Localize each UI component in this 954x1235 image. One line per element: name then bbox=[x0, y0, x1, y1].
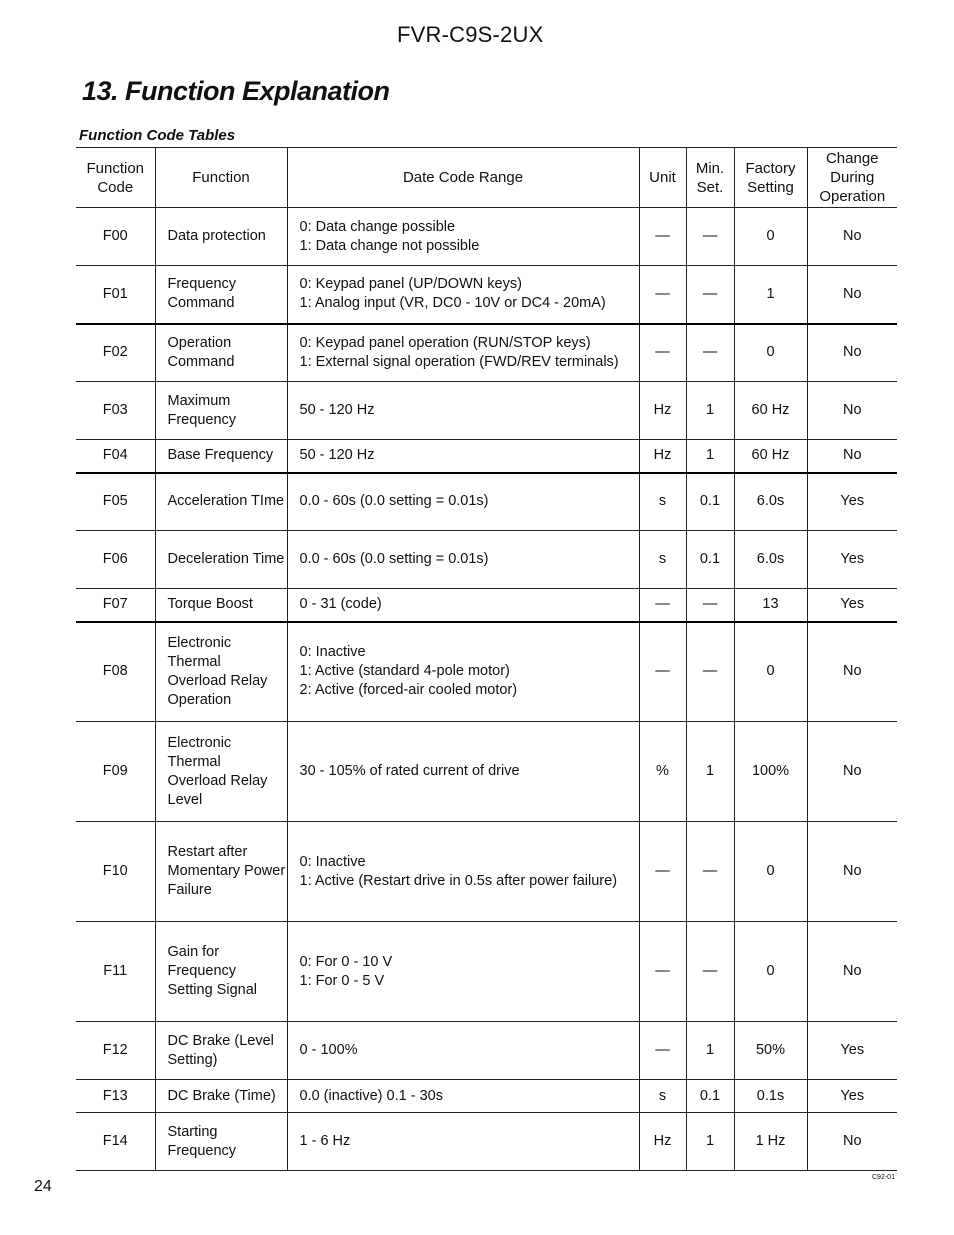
data-code-range-cell bbox=[287, 266, 639, 324]
header-line: Change bbox=[825, 150, 879, 167]
factory-setting-cell: 0 bbox=[734, 822, 807, 922]
function-name-cell-line: Setting Signal bbox=[167, 982, 257, 998]
header-line: Factory bbox=[745, 159, 796, 177]
header-function-code bbox=[76, 148, 155, 208]
header-line: Function bbox=[192, 169, 250, 186]
change-during-operation-cell: No bbox=[807, 1113, 897, 1171]
function-name-cell-line: Data protection bbox=[167, 228, 266, 244]
unit-cell: Hz bbox=[639, 382, 686, 440]
min-set-cell: — bbox=[686, 266, 734, 324]
table-row bbox=[76, 266, 897, 324]
change-during-operation-cell: Yes bbox=[807, 473, 897, 531]
function-name-cell bbox=[155, 1080, 287, 1113]
data-code-range-cell bbox=[287, 440, 639, 473]
page-number: 24 bbox=[34, 1178, 52, 1195]
header-change-during-operation bbox=[807, 148, 897, 208]
data-code-range-cell-line: 1: External signal operation (FWD/REV terminals) bbox=[299, 353, 619, 370]
function-code-cell: F07 bbox=[76, 589, 155, 622]
table-row bbox=[76, 1022, 897, 1080]
function-code-cell: F01 bbox=[76, 266, 155, 324]
function-name-cell-line: Failure bbox=[167, 882, 212, 898]
unit-cell: — bbox=[639, 822, 686, 922]
change-during-operation-cell: Yes bbox=[807, 589, 897, 622]
function-code-cell: F09 bbox=[76, 722, 155, 822]
data-code-range-cell-line: 1: Data change not possible bbox=[299, 237, 480, 254]
table-row bbox=[76, 622, 897, 722]
change-during-operation-cell: Yes bbox=[807, 531, 897, 589]
table-row bbox=[76, 1113, 897, 1171]
function-name-cell bbox=[155, 382, 287, 440]
function-name-cell-line: Level bbox=[167, 791, 203, 808]
data-code-range-cell-line: 1: Active (standard 4-pole motor) bbox=[299, 663, 510, 680]
function-code-table bbox=[76, 147, 897, 1171]
function-code-cell: F06 bbox=[76, 531, 155, 589]
function-name-cell-line: DC Brake (Time) bbox=[167, 1087, 276, 1104]
table-row bbox=[76, 324, 897, 382]
min-set-cell: — bbox=[686, 589, 734, 622]
data-code-range-cell-line: 0: Keypad panel (UP/DOWN keys) bbox=[299, 276, 522, 293]
function-code-cell: F11 bbox=[76, 922, 155, 1022]
factory-setting-cell: 100% bbox=[734, 722, 807, 822]
function-name-cell bbox=[155, 1113, 287, 1171]
min-set-cell: — bbox=[686, 208, 734, 266]
data-code-range-cell bbox=[287, 922, 639, 1022]
data-code-range-cell bbox=[287, 324, 639, 382]
min-set-cell: 0.1 bbox=[686, 473, 734, 531]
unit-cell: s bbox=[639, 531, 686, 589]
data-code-range-cell-line: 0 - 31 (code) bbox=[299, 596, 382, 613]
function-code-cell: F12 bbox=[76, 1022, 155, 1080]
unit-cell: — bbox=[639, 1022, 686, 1080]
change-during-operation-cell: No bbox=[807, 324, 897, 382]
unit-cell: s bbox=[639, 473, 686, 531]
function-code-cell: F05 bbox=[76, 473, 155, 531]
data-code-range-cell-line: 0: Keypad panel operation (RUN/STOP keys) bbox=[299, 334, 591, 351]
function-code-cell: F10 bbox=[76, 822, 155, 922]
header-line: Code bbox=[97, 178, 134, 196]
function-name-cell-line: Maximum bbox=[167, 392, 231, 409]
header-function bbox=[155, 148, 287, 208]
header-date-code-range bbox=[287, 148, 639, 208]
data-code-range-cell bbox=[287, 382, 639, 440]
data-code-range-cell bbox=[287, 622, 639, 722]
data-code-range-cell-line: 0: Inactive bbox=[299, 644, 366, 661]
min-set-cell: 1 bbox=[686, 722, 734, 822]
function-code-cell: F04 bbox=[76, 440, 155, 473]
data-code-range-cell bbox=[287, 1080, 639, 1113]
function-name-cell-line: Gain for Frequency bbox=[167, 944, 237, 979]
table-body bbox=[76, 208, 897, 1171]
table-row bbox=[76, 208, 897, 266]
factory-setting-cell: 0 bbox=[734, 622, 807, 722]
unit-cell: — bbox=[639, 589, 686, 622]
factory-setting-cell: 0 bbox=[734, 208, 807, 266]
data-code-range-cell-line: 0.0 - 60s (0.0 setting = 0.01s) bbox=[299, 493, 489, 510]
function-name-cell-line: Acceleration TIme bbox=[167, 493, 285, 510]
header-line: Unit bbox=[649, 169, 676, 186]
data-code-range-cell-line: 50 - 120 Hz bbox=[299, 402, 375, 418]
min-set-cell: 0.1 bbox=[686, 531, 734, 589]
function-name-cell bbox=[155, 622, 287, 722]
data-code-range-cell-line: 0.0 - 60s (0.0 setting = 0.01s) bbox=[299, 551, 489, 567]
change-during-operation-cell: Yes bbox=[807, 1080, 897, 1113]
factory-setting-cell: 60 Hz bbox=[734, 382, 807, 440]
function-name-cell bbox=[155, 922, 287, 1022]
function-name-cell bbox=[155, 589, 287, 622]
data-code-range-cell bbox=[287, 822, 639, 922]
function-code-cell: F02 bbox=[76, 324, 155, 382]
data-code-range-cell-line: 1 - 6 Hz bbox=[299, 1133, 351, 1149]
function-name-cell bbox=[155, 722, 287, 822]
data-code-range-cell-line: 0: For 0 - 10 V bbox=[299, 953, 393, 970]
change-during-operation-cell: Yes bbox=[807, 1022, 897, 1080]
min-set-cell: 1 bbox=[686, 1113, 734, 1171]
data-code-range-cell bbox=[287, 1022, 639, 1080]
function-name-cell bbox=[155, 324, 287, 382]
data-code-range-cell-line: 0: Inactive bbox=[299, 853, 366, 870]
header-line: During bbox=[830, 169, 875, 186]
function-name-cell-line: Electronic Thermal bbox=[167, 734, 232, 770]
function-name-cell-line: Overload Relay bbox=[167, 772, 268, 789]
min-set-cell: — bbox=[686, 324, 734, 382]
change-during-operation-cell: No bbox=[807, 208, 897, 266]
function-name-cell-line: Base Frequency bbox=[167, 447, 274, 464]
function-name-cell bbox=[155, 208, 287, 266]
min-set-cell: — bbox=[686, 622, 734, 722]
function-name-cell-line: Operation bbox=[167, 691, 232, 708]
table-row bbox=[76, 473, 897, 531]
function-name-cell-line: Frequency bbox=[167, 276, 237, 293]
data-code-range-cell-line: 0: Data change possible bbox=[299, 218, 456, 235]
factory-setting-cell: 0 bbox=[734, 324, 807, 382]
header-line: Function bbox=[86, 159, 145, 177]
data-code-range-cell-line: 0.0 (inactive) 0.1 - 30s bbox=[299, 1087, 443, 1104]
min-set-cell: 1 bbox=[686, 382, 734, 440]
function-name-cell-line: Torque Boost bbox=[167, 596, 253, 613]
function-name-cell-line: Command bbox=[167, 353, 235, 370]
table-row bbox=[76, 440, 897, 473]
header-line: Setting bbox=[747, 178, 794, 196]
data-code-range-cell-line: 2: Active (forced-air cooled motor) bbox=[299, 682, 518, 699]
min-set-cell: 1 bbox=[686, 440, 734, 473]
table-row bbox=[76, 589, 897, 622]
function-name-cell-line: Starting Frequency bbox=[167, 1123, 237, 1159]
factory-setting-cell: 1 bbox=[734, 266, 807, 324]
table-row bbox=[76, 382, 897, 440]
function-name-cell bbox=[155, 266, 287, 324]
change-during-operation-cell: No bbox=[807, 822, 897, 922]
function-name-cell-line: Frequency bbox=[167, 411, 237, 428]
data-code-range-cell bbox=[287, 531, 639, 589]
min-set-cell: — bbox=[686, 822, 734, 922]
unit-cell: Hz bbox=[639, 440, 686, 473]
min-set-cell: 0.1 bbox=[686, 1080, 734, 1113]
data-code-range-cell bbox=[287, 208, 639, 266]
data-code-range-cell bbox=[287, 473, 639, 531]
data-code-range-cell-line: 0 - 100% bbox=[299, 1042, 358, 1058]
unit-cell: — bbox=[639, 324, 686, 382]
factory-setting-cell: 1 Hz bbox=[734, 1113, 807, 1171]
table-row bbox=[76, 822, 897, 922]
factory-setting-cell: 0 bbox=[734, 922, 807, 1022]
function-name-cell-line: Momentary Power bbox=[167, 863, 286, 879]
function-name-cell bbox=[155, 440, 287, 473]
factory-setting-cell: 6.0s bbox=[734, 473, 807, 531]
document-model-header: FVR-C9S-2UX bbox=[397, 22, 544, 47]
table-subtitle: Function Code Tables bbox=[79, 127, 236, 144]
change-during-operation-cell: No bbox=[807, 266, 897, 324]
function-name-cell-line: Operation bbox=[167, 334, 232, 351]
factory-setting-cell: 0.1s bbox=[734, 1080, 807, 1113]
data-code-range-cell bbox=[287, 722, 639, 822]
factory-setting-cell: 50% bbox=[734, 1022, 807, 1080]
unit-cell: % bbox=[639, 722, 686, 822]
header-unit bbox=[639, 148, 686, 208]
table-row bbox=[76, 922, 897, 1022]
header-min-set bbox=[686, 148, 734, 208]
function-code-cell: F00 bbox=[76, 208, 155, 266]
function-name-cell-line: Setting) bbox=[167, 1051, 218, 1068]
function-name-cell-line: Deceleration Time bbox=[167, 551, 285, 567]
function-name-cell-line: Restart after bbox=[167, 844, 248, 860]
header-line: Min. bbox=[695, 159, 725, 177]
function-name-cell-line: DC Brake (Level bbox=[167, 1032, 274, 1049]
header-factory-setting bbox=[734, 148, 807, 208]
unit-cell: — bbox=[639, 266, 686, 324]
table-row bbox=[76, 531, 897, 589]
factory-setting-cell: 6.0s bbox=[734, 531, 807, 589]
data-code-range-cell-line: 30 - 105% of rated current of drive bbox=[299, 763, 520, 779]
unit-cell: Hz bbox=[639, 1113, 686, 1171]
function-name-cell-line: Overload Relay bbox=[167, 672, 268, 689]
data-code-range-cell bbox=[287, 589, 639, 622]
table-header-row bbox=[76, 148, 897, 208]
data-code-range-cell bbox=[287, 1113, 639, 1171]
section-title: 13. Function Explanation bbox=[82, 76, 390, 106]
function-code-cell: F03 bbox=[76, 382, 155, 440]
function-code-cell: F14 bbox=[76, 1113, 155, 1171]
unit-cell: — bbox=[639, 622, 686, 722]
function-code-cell: F13 bbox=[76, 1080, 155, 1113]
header-line: Operation bbox=[819, 188, 886, 205]
function-name-cell bbox=[155, 473, 287, 531]
header-line: Set. bbox=[696, 178, 724, 196]
document-code: C92-01 bbox=[872, 1174, 895, 1181]
min-set-cell: — bbox=[686, 922, 734, 1022]
unit-cell: s bbox=[639, 1080, 686, 1113]
data-code-range-cell-line: 1: Active (Restart drive in 0.5s after power failure) bbox=[299, 872, 618, 889]
header-line: Date Code Range bbox=[402, 169, 524, 186]
unit-cell: — bbox=[639, 208, 686, 266]
min-set-cell: 1 bbox=[686, 1022, 734, 1080]
table-row bbox=[76, 722, 897, 822]
change-during-operation-cell: No bbox=[807, 440, 897, 473]
data-code-range-cell-line: 1: Analog input (VR, DC0 - 10V or DC4 - 20mA) bbox=[299, 295, 606, 312]
change-during-operation-cell: No bbox=[807, 622, 897, 722]
table-row bbox=[76, 1080, 897, 1113]
data-code-range-cell-line: 50 - 120 Hz bbox=[299, 447, 375, 464]
function-name-cell bbox=[155, 822, 287, 922]
change-during-operation-cell: No bbox=[807, 382, 897, 440]
unit-cell: — bbox=[639, 922, 686, 1022]
function-name-cell bbox=[155, 531, 287, 589]
function-name-cell-line: Command bbox=[167, 295, 235, 312]
change-during-operation-cell: No bbox=[807, 922, 897, 1022]
function-name-cell bbox=[155, 1022, 287, 1080]
change-during-operation-cell: No bbox=[807, 722, 897, 822]
data-code-range-cell-line: 1: For 0 - 5 V bbox=[299, 972, 385, 989]
factory-setting-cell: 60 Hz bbox=[734, 440, 807, 473]
function-name-cell-line: Electronic Thermal bbox=[167, 634, 232, 670]
factory-setting-cell: 13 bbox=[734, 589, 807, 622]
function-code-cell: F08 bbox=[76, 622, 155, 722]
